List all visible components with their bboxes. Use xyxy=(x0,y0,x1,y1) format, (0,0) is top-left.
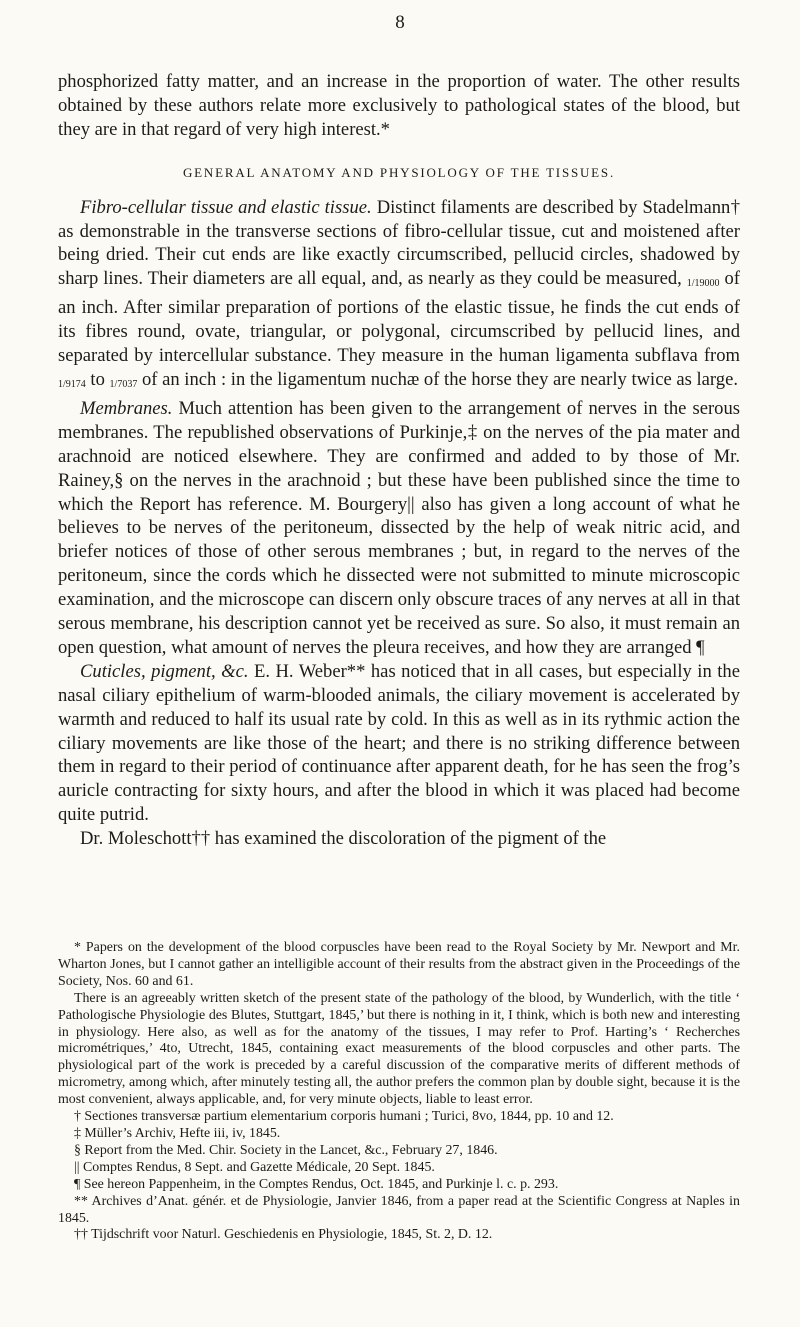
fibro-cellular-paragraph xyxy=(58,196,740,397)
fibro-text-b: of an inch. After similar preparation of portions of the elastic tissue, he finds the cut ends of its fibres round, ovate, triangular, or polygonal, circumscribed by pellucid lines, and separated by intercellular substance. They measure in the human ligamenta subflava from xyxy=(58,268,740,367)
footnote: ‡ Müller’s Archiv, Hefte iii, iv, 1845. xyxy=(74,1125,281,1141)
footnote: § Report from the Med. Chir. Society in the Lancet, &c., February 27, 1846. xyxy=(74,1142,498,1158)
footnotes xyxy=(58,940,740,1244)
fibro-text-a: Distinct filaments are described by Stadelmann† as demonstrable in the transverse sections of fibro-cellular tissue, cut and moistened after being dried. Their cut ends are like exactly circumscribed, pellucid circles, shadowed by sharp lines. Their diameters are all equal, and, as nearly as they could be measured, xyxy=(58,196,740,290)
continued-paragraph: phosphorized fatty matter, and an increase in the proportion of water. The other results obtained by these authors relate more exclusively to pathological states of the blood, but they are in that regard of very high interest.* xyxy=(58,71,740,140)
membranes-text: Much attention has been given to the arrangement of nerves in the serous membranes. The republished observations of Purkinje,‡ on the nerves of the pia mater and arachnoid are noticed elsewhere. They are confirmed and added to by those of Mr. Rainey,§ on the nerves in the arachnoid ; but these have been published since the time to which the Report has reference. M. Bourgery|| also has given a long account of what he believes to be nerves of the peritoneum, dissected by the help of weak nitric acid, and briefer notices of those of other serous membranes ; but, in regard to the nerves of the peritoneum, since the cords which he dissected were not submitted to minute microscopic examination, and the microscope can discern only obscure traces of any nerves at all in that serous membrane, his description cannot yet be received as sure. So also, it must remain an open question, what amount of nerves the pleura receives, and how they are arranged ¶ xyxy=(58,397,740,658)
footnote: ¶ See hereon Pappenheim, in the Comptes Rendus, Oct. 1845, and Purkinje l. c. p. 293. xyxy=(74,1176,559,1192)
fibro-text-c: to xyxy=(85,368,110,390)
cuticles-paragraph xyxy=(58,660,740,827)
footnote: †† Tijdschrift voor Naturl. Geschiedenis en Physiologie, 1845, St. 2, D. 12. xyxy=(74,1227,493,1243)
section-heading: GENERAL ANATOMY AND PHYSIOLOGY OF THE TISSUES. xyxy=(182,164,616,180)
fraction-1: 1/19000 xyxy=(686,278,720,290)
page-number: 8 xyxy=(395,12,405,33)
fraction-3: 1/7037 xyxy=(109,378,138,390)
membranes-title: Membranes. xyxy=(80,397,173,419)
fibro-cellular-title: Fibro-cellular tissue and elastic tissue. xyxy=(80,196,372,218)
main-text xyxy=(58,70,740,851)
cuticles-text: E. H. Weber** has noticed that in all cases, but especially in the nasal ciliary epithelium of warm-blooded animals, the ciliary movement is accelerated by warmth and reduced to half its usual rate by cold. In this as well as in its rythmic action the ciliary movements are like those of the heart; and there is no striking difference between them in regard to their period of continuance after apparent death, for he has seen the frog’s auricle contracting for sixty hours, and after the blood in which it was placed had become quite putrid. xyxy=(58,660,740,826)
footnote: † Sectiones transversæ partium elementarium corporis humani ; Turici, 8vo, 1844, pp. 10 and 12. xyxy=(74,1109,614,1125)
fibro-text-d: of an inch : in the ligamentum nuchæ of the horse they are nearly twice as large. xyxy=(137,368,738,390)
footnote: ** Archives d’Anat. génér. et de Physiologie, Janvier 1846, from a paper read at the Scientific Congress at Naples in 1845. xyxy=(58,1193,740,1226)
footnote: There is an agreeably written sketch of the present state of the pathology of the blood, by Wunderlich, with the title ‘ Pathologische Physiologie des Blutes, Stuttgart, 1845,’ but there is nothing in it, I think, which is both new and interesting in physiology. Here also, as well as for the anatomy of the tissues, I may refer to Prof. Harting’s ‘ Recherches micrométriques,’ 4to, Utrecht, 1845, containing exact measurements of the blood corpuscles and other parts. The physiological part of the work is preceded by a careful discussion of the comparative merits of different methods of micrometry, among which, after minutely testing all, the author prefers the common plan by double sight, because it is the most convenient, always applicable, and, for very minute objects, liable to least error. xyxy=(58,990,740,1108)
cuticles-title: Cuticles, pigment, &c. xyxy=(80,660,249,682)
moleschott-paragraph: Dr. Moleschott†† has examined the discoloration of the pigment of the xyxy=(80,828,607,850)
footnote: * Papers on the development of the blood corpuscles have been read to the Royal Society by Mr. Newport and Mr. Wharton Jones, but I cannot gather an intelligible account of their results from the abstract given in the Proceedings of the Society, Nos. 60 and 61. xyxy=(58,940,740,989)
footnote: || Comptes Rendus, 8 Sept. and Gazette Médicale, 20 Sept. 1845. xyxy=(74,1159,435,1175)
membranes-paragraph xyxy=(58,397,740,660)
fraction-2: 1/9174 xyxy=(58,378,86,390)
